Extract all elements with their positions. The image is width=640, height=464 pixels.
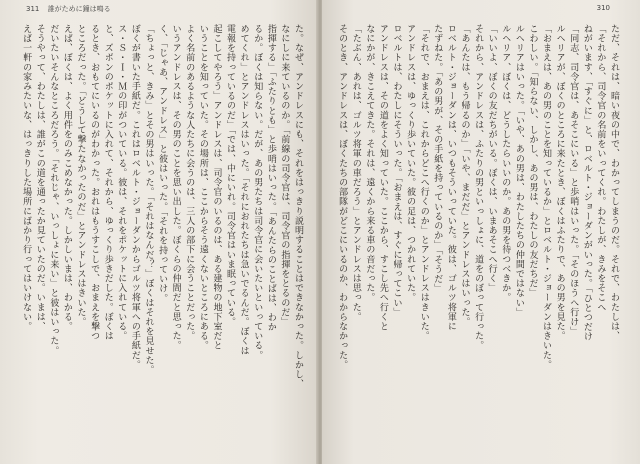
right-page-header [597, 4, 610, 12]
text-column: 「おまえは、あの男のことを知っているか」とロベルト・ジョーダンはきいた。 [541, 24, 552, 370]
text-column: だいたいそんなところだろう。「それじゃ、いっしょに来い」と彼はいった。 [48, 24, 59, 356]
text-column: ただ、それは、暗い夜の中で、わかってしまうのだ。それで、わたしは、 [609, 24, 619, 341]
text-column: 「たぶん、あれは、ゴルツ将軍の車だろう」とアンドレスは思った。 [350, 24, 361, 322]
text-column: ぼくが書いた手紙だ。これはロベルト・ジョーダンからゴルツ将軍への手紙だ。 [129, 24, 140, 370]
text-column: ルヘリア、ぼくは、どうしたらいいのか。あの男を待つべきか。 [500, 24, 511, 303]
text-column: ねがいます、「すぐに」と、ロベルト・ジョーダンがいった。「ひとつだけ [581, 24, 592, 342]
text-column: 「いいよ、ぼくの友だちがいる。ぼくは、いまあそこへ行く」 [486, 24, 497, 293]
text-column: いうアンドレスは、その男のことを思い出した。ぼくらの仲間だと思った。 [170, 24, 181, 351]
text-column: た。なぜ、アンドレスにも、それをはっきり説明することはできなかった。しかし、 [293, 24, 303, 389]
text-column: 電報を持っているのだ」「では、中にいれ。司令官はいま眠っている。 [225, 24, 236, 327]
text-column: るとき、おもてにいるのがわかった。おれはもうすこしで、おまえを撃つ [89, 24, 100, 341]
text-column: アンドレスは、その道をよく知っていた。ここから、すこし先へ行くと [377, 24, 388, 332]
text-column: と、ズボンのポケットに入れて、それから、ゆっくり歩きだした。ぼくは [102, 24, 113, 341]
text-column: るか。ぼくは知らない。だが、あの男たちは司令官に会いたいといっている。 [252, 24, 263, 360]
text-column: 「それから、司令官の名前をいってくれ。わたしが、きみをそこへ [595, 24, 606, 312]
text-column: そうやって、わたしは、誰がこの道を通ったか見ていたのだ。いまは、 [34, 24, 45, 332]
text-column: アンドレスは、ゆっくり歩いていた。彼の足は、つかれていた。 [405, 24, 416, 303]
text-column: 「同志、司令官は、あそこにいる」と歩哨はいった。「そのほうへ行け」 [568, 24, 579, 337]
right-page-text [338, 24, 620, 452]
text-column: いうことを知っていた。その場所は、ここからそう遠くないところにある。 [197, 24, 208, 351]
text-column: 「あんたは、もう帰るのか」「いや、まだだ」とアンドレスはいった。 [459, 24, 470, 327]
text-column: ところだった。「どうして撃たなかったのだ」とアンドレスはきいた。 [75, 24, 86, 327]
left-page-header [26, 4, 111, 14]
text-column: ルヘリアが、ぼくのところに来たとき、ぼくはふたりで、あの男を見た。 [554, 24, 565, 341]
text-column: よく名前のあるような人たちに会うのは、三人の部下に会うことだった。 [184, 24, 195, 341]
text-column: ルヘリアはいった。「いや、あの男は、わたしたちの仲間ではない」 [513, 24, 524, 318]
right-page-number: 310 [596, 4, 610, 12]
text-column: こわしい。「知らない、しかし、あの男は、わたしの友だちだ」 [527, 24, 538, 298]
text-column: そのとき、アンドレスは、ぼくたちの部隊がどこにいるのか、わからなかった。 [337, 24, 348, 370]
text-column: ロベルトは、わたしにそういった。「おまえは、すぐに帰ってこい」 [391, 24, 402, 318]
text-column: えば、ぼくは、よく用件をのみこめなかった。しかしいまは、わかる。 [61, 24, 72, 332]
running-title: 誰がために鐘は鳴る [47, 5, 111, 13]
text-column: く、「じゃあ、アンドレス」と彼はいった。「それを持っていけ。 [157, 24, 168, 303]
text-column: 起こしてやろう」アンドレスは、司令官のいるのは、ある建物の地下室だと [211, 24, 222, 351]
text-column: ロベルト・ジョーダンは、いつもそういっていた。彼は、ゴルツ将軍に [445, 24, 456, 332]
text-column: なにしに来ているのか。「前線の司令官は、司令官の指揮をとるのだ」 [279, 24, 290, 327]
left-page-number: 311 [26, 5, 40, 13]
text-column: たずねた。「あの男が、その手紙を持っているのか」「そうだ」 [432, 24, 443, 294]
text-column: めてくれ」とアンドレスはいった。「それにおれたちは急いでるんだ。ぼくは [238, 24, 249, 356]
text-column: えば一軒の家みたいな、はっきりした場所にばかり行ってはいけない。 [21, 24, 32, 332]
text-column: 「ちょっと、きみ」とその男はいった。「それはなんだ？」ぼくはそれを見せた。 [143, 24, 154, 375]
left-page-text [21, 24, 304, 452]
text-column: それから、アンドレスは、ふたりの男といっしょに、道をのぼって行った。 [473, 24, 484, 351]
text-column: ス・Ｓ・Ｉ・Ｍの印がついている。彼は、それをポケットに入れている。 [116, 24, 127, 341]
text-column: なにかが、きこえてきた。それは、遠くから来る車の音だった。 [364, 24, 375, 303]
text-column: 指揮する」「ふたりとも」と歩哨はいった。「あんたらのことばは、わか [265, 24, 276, 332]
text-column: 「それで、おまえは、これからどこへ行くのか」とアンドレスはきいた。 [418, 24, 429, 341]
